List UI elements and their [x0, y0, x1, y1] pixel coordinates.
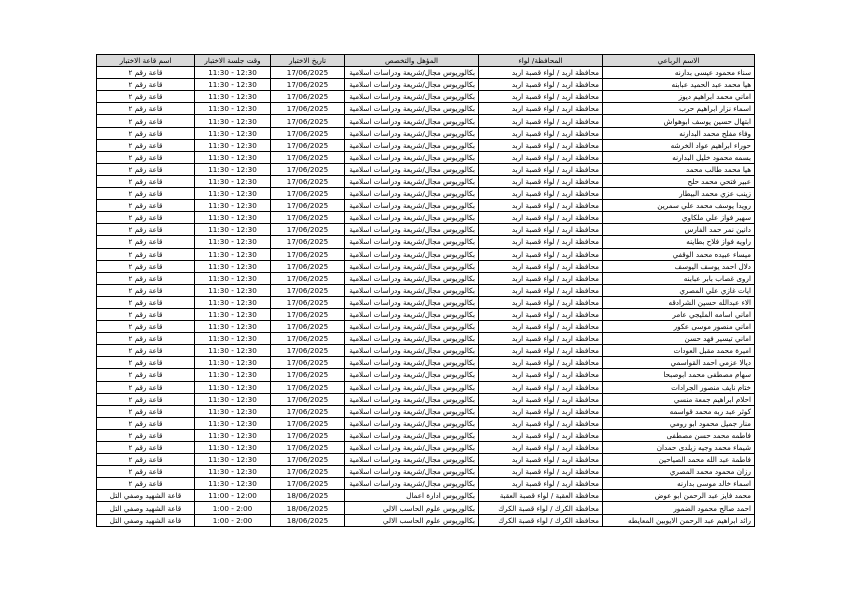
cell-time: 11:30 - 12:30: [195, 429, 271, 441]
cell-hall: قاعة رقم ٢: [97, 357, 195, 369]
table-row: [97, 260, 755, 272]
cell-hall: قاعة رقم ٢: [97, 405, 195, 417]
cell-governorate: محافظة اربد / لواء قصبة اربد: [479, 212, 603, 224]
cell-time: 11:30 - 12:30: [195, 296, 271, 308]
cell-date: 17/06/2025: [271, 91, 345, 103]
cell-time: 11:30 - 12:30: [195, 151, 271, 163]
cell-governorate: محافظة اربد / لواء قصبة اربد: [479, 296, 603, 308]
cell-governorate: محافظة العقبة / لواء قصبة العقبة: [479, 490, 603, 502]
cell-hall: قاعة رقم ٢: [97, 67, 195, 79]
cell-date: 18/06/2025: [271, 490, 345, 502]
table-row: [97, 369, 755, 381]
cell-time: 11:30 - 12:30: [195, 200, 271, 212]
cell-date: 17/06/2025: [271, 417, 345, 429]
cell-governorate: محافظة اربد / لواء قصبة اربد: [479, 115, 603, 127]
cell-qualification: بكالوريوس علوم الحاسب الالي: [345, 502, 479, 514]
table-row: [97, 333, 755, 345]
cell-governorate: محافظة اربد / لواء قصبة اربد: [479, 466, 603, 478]
cell-name: فاطمة عبد الله محمد الصياحين: [603, 454, 755, 466]
cell-name: دانين نمر حمد الفارس: [603, 224, 755, 236]
table-row: [97, 115, 755, 127]
cell-qualification: بكالوريوس مجال/شريعة ودراسات اسلامية: [345, 466, 479, 478]
cell-date: 17/06/2025: [271, 369, 345, 381]
cell-name: ديالا عزمي احمد القواسمي: [603, 357, 755, 369]
cell-qualification: بكالوريوس مجال/شريعة ودراسات اسلامية: [345, 284, 479, 296]
cell-time: 11:30 - 12:30: [195, 308, 271, 320]
header-qualification: المؤهل والتخصص: [345, 55, 479, 67]
table-row: [97, 466, 755, 478]
cell-governorate: محافظة اربد / لواء قصبة اربد: [479, 369, 603, 381]
cell-governorate: محافظة اربد / لواء قصبة اربد: [479, 357, 603, 369]
cell-time: 11:30 - 12:30: [195, 393, 271, 405]
table-row: [97, 139, 755, 151]
cell-hall: قاعة رقم ٢: [97, 321, 195, 333]
cell-hall: قاعة رقم ٢: [97, 333, 195, 345]
cell-qualification: بكالوريوس مجال/شريعة ودراسات اسلامية: [345, 224, 479, 236]
cell-name: اماني اسامه المليجي عامر: [603, 308, 755, 320]
cell-hall: قاعة رقم ٢: [97, 91, 195, 103]
cell-qualification: بكالوريوس مجال/شريعة ودراسات اسلامية: [345, 236, 479, 248]
cell-name: هيا محمد عبد الحميد عبابنه: [603, 79, 755, 91]
cell-date: 18/06/2025: [271, 514, 345, 526]
cell-time: 11:30 - 12:30: [195, 236, 271, 248]
cell-qualification: بكالوريوس مجال/شريعة ودراسات اسلامية: [345, 248, 479, 260]
cell-hall: قاعة رقم ٢: [97, 163, 195, 175]
header-name: الاسم الرباعي: [603, 55, 755, 67]
cell-qualification: بكالوريوس مجال/شريعة ودراسات اسلامية: [345, 103, 479, 115]
cell-qualification: بكالوريوس مجال/شريعة ودراسات اسلامية: [345, 272, 479, 284]
cell-qualification: بكالوريوس ادارة اعمال: [345, 490, 479, 502]
cell-qualification: بكالوريوس مجال/شريعة ودراسات اسلامية: [345, 91, 479, 103]
cell-time: 11:30 - 12:30: [195, 224, 271, 236]
table-row: [97, 393, 755, 405]
cell-governorate: محافظة اربد / لواء قصبة اربد: [479, 345, 603, 357]
cell-name: اماني منصور موسى عكور: [603, 321, 755, 333]
cell-time: 11:30 - 12:30: [195, 115, 271, 127]
cell-date: 17/06/2025: [271, 321, 345, 333]
table-row: [97, 248, 755, 260]
cell-hall: قاعة رقم ٢: [97, 345, 195, 357]
cell-time: 11:00 - 12:00: [195, 490, 271, 502]
cell-governorate: محافظة الكرك / لواء قصبة الكرك: [479, 502, 603, 514]
cell-qualification: بكالوريوس مجال/شريعة ودراسات اسلامية: [345, 381, 479, 393]
cell-name: اروى غصاب بابر عبابنه: [603, 272, 755, 284]
cell-qualification: بكالوريوس مجال/شريعة ودراسات اسلامية: [345, 417, 479, 429]
cell-governorate: محافظة اربد / لواء قصبة اربد: [479, 200, 603, 212]
cell-governorate: محافظة اربد / لواء قصبة اربد: [479, 321, 603, 333]
cell-time: 11:30 - 12:30: [195, 345, 271, 357]
cell-hall: قاعة رقم ٢: [97, 429, 195, 441]
table-row: [97, 163, 755, 175]
cell-hall: قاعة رقم ٢: [97, 188, 195, 200]
table-row: [97, 127, 755, 139]
table-row: [97, 224, 755, 236]
cell-hall: قاعة رقم ٢: [97, 212, 195, 224]
header-row: [97, 55, 755, 67]
cell-governorate: محافظة اربد / لواء قصبة اربد: [479, 224, 603, 236]
cell-name: فاطمه محمد حسن مصطفى: [603, 429, 755, 441]
cell-qualification: بكالوريوس مجال/شريعة ودراسات اسلامية: [345, 212, 479, 224]
cell-governorate: محافظة اربد / لواء قصبة اربد: [479, 260, 603, 272]
cell-qualification: بكالوريوس مجال/شريعة ودراسات اسلامية: [345, 333, 479, 345]
cell-governorate: محافظة اربد / لواء قصبة اربد: [479, 103, 603, 115]
cell-hall: قاعة رقم ٢: [97, 454, 195, 466]
cell-time: 11:30 - 12:30: [195, 284, 271, 296]
cell-time: 1:00 - 2:00: [195, 514, 271, 526]
cell-name: راويه فواز فلاح بطاينه: [603, 236, 755, 248]
cell-time: 11:30 - 12:30: [195, 139, 271, 151]
cell-time: 11:30 - 12:30: [195, 381, 271, 393]
cell-time: 11:30 - 12:30: [195, 454, 271, 466]
cell-hall: قاعة رقم ٢: [97, 236, 195, 248]
cell-time: 11:30 - 12:30: [195, 163, 271, 175]
cell-date: 17/06/2025: [271, 175, 345, 187]
cell-qualification: بكالوريوس مجال/شريعة ودراسات اسلامية: [345, 200, 479, 212]
cell-date: 17/06/2025: [271, 381, 345, 393]
cell-hall: قاعة رقم ٢: [97, 115, 195, 127]
cell-time: 11:30 - 12:30: [195, 127, 271, 139]
cell-time: 1:00 - 2:00: [195, 502, 271, 514]
cell-date: 17/06/2025: [271, 308, 345, 320]
cell-date: 17/06/2025: [271, 345, 345, 357]
cell-name: حوراء ابراهيم عواد الخرشه: [603, 139, 755, 151]
table-row: [97, 79, 755, 91]
cell-time: 11:30 - 12:30: [195, 175, 271, 187]
table-row: [97, 490, 755, 502]
cell-hall: قاعة رقم ٢: [97, 308, 195, 320]
cell-name: هيا محمد طالب محمد: [603, 163, 755, 175]
cell-name: شيماء محمد وجيه زيلدى حمدان: [603, 442, 755, 454]
cell-governorate: محافظة اربد / لواء قصبة اربد: [479, 272, 603, 284]
cell-governorate: محافظة اربد / لواء قصبة اربد: [479, 139, 603, 151]
cell-date: 17/06/2025: [271, 393, 345, 405]
cell-hall: قاعة رقم ٢: [97, 127, 195, 139]
cell-qualification: بكالوريوس مجال/شريعة ودراسات اسلامية: [345, 345, 479, 357]
table-row: [97, 200, 755, 212]
cell-name: عبير فتحي محمد حلح: [603, 175, 755, 187]
cell-hall: قاعة الشهيد وصفي التل: [97, 514, 195, 526]
cell-governorate: محافظة اربد / لواء قصبة اربد: [479, 308, 603, 320]
table-row: [97, 478, 755, 490]
cell-qualification: بكالوريوس مجال/شريعة ودراسات اسلامية: [345, 321, 479, 333]
cell-date: 17/06/2025: [271, 200, 345, 212]
cell-name: زينب عزي محمد البيطار: [603, 188, 755, 200]
cell-governorate: محافظة اربد / لواء قصبة اربد: [479, 393, 603, 405]
table-row: [97, 284, 755, 296]
cell-governorate: محافظة اربد / لواء قصبة اربد: [479, 381, 603, 393]
cell-qualification: بكالوريوس مجال/شريعة ودراسات اسلامية: [345, 369, 479, 381]
cell-governorate: محافظة اربد / لواء قصبة اربد: [479, 248, 603, 260]
cell-time: 11:30 - 12:30: [195, 79, 271, 91]
cell-date: 17/06/2025: [271, 115, 345, 127]
cell-date: 17/06/2025: [271, 284, 345, 296]
cell-name: سهام مصطفى محمد ابوصبحا: [603, 369, 755, 381]
cell-time: 11:30 - 12:30: [195, 67, 271, 79]
table-row: [97, 357, 755, 369]
table-row: [97, 442, 755, 454]
cell-date: 17/06/2025: [271, 466, 345, 478]
cell-name: سناء محمود عيسى بدارنه: [603, 67, 755, 79]
table-row: [97, 308, 755, 320]
cell-qualification: بكالوريوس مجال/شريعة ودراسات اسلامية: [345, 478, 479, 490]
cell-time: 11:30 - 12:30: [195, 272, 271, 284]
table-row: [97, 405, 755, 417]
cell-qualification: بكالوريوس مجال/شريعة ودراسات اسلامية: [345, 188, 479, 200]
cell-qualification: بكالوريوس علوم الحاسب الالي: [345, 514, 479, 526]
cell-qualification: بكالوريوس مجال/شريعة ودراسات اسلامية: [345, 308, 479, 320]
cell-hall: قاعة الشهيد وصفي التل: [97, 502, 195, 514]
cell-name: منار جميل محمود ابو رومي: [603, 417, 755, 429]
cell-time: 11:30 - 12:30: [195, 103, 271, 115]
table-row: [97, 321, 755, 333]
cell-name: احمد صالح محمود الضمور: [603, 502, 755, 514]
cell-qualification: بكالوريوس مجال/شريعة ودراسات اسلامية: [345, 115, 479, 127]
cell-governorate: محافظة اربد / لواء قصبة اربد: [479, 79, 603, 91]
cell-governorate: محافظة اربد / لواء قصبة اربد: [479, 478, 603, 490]
cell-hall: قاعة رقم ٢: [97, 442, 195, 454]
cell-hall: قاعة رقم ٢: [97, 79, 195, 91]
cell-hall: قاعة رقم ٢: [97, 466, 195, 478]
cell-hall: قاعة رقم ٢: [97, 103, 195, 115]
cell-time: 11:30 - 12:30: [195, 369, 271, 381]
cell-name: اماني محمد ابراهيم ديوز: [603, 91, 755, 103]
cell-date: 17/06/2025: [271, 333, 345, 345]
cell-qualification: بكالوريوس مجال/شريعة ودراسات اسلامية: [345, 163, 479, 175]
cell-time: 11:30 - 12:30: [195, 478, 271, 490]
cell-hall: قاعة رقم ٢: [97, 381, 195, 393]
cell-time: 11:30 - 12:30: [195, 442, 271, 454]
cell-date: 17/06/2025: [271, 454, 345, 466]
cell-governorate: محافظة اربد / لواء قصبة اربد: [479, 333, 603, 345]
cell-governorate: محافظة اربد / لواء قصبة اربد: [479, 91, 603, 103]
cell-date: 17/06/2025: [271, 163, 345, 175]
table-row: [97, 296, 755, 308]
cell-governorate: محافظة الكرك / لواء قصبة الكرك: [479, 514, 603, 526]
cell-name: اميرة محمد مقبل العودات: [603, 345, 755, 357]
cell-hall: قاعة الشهيد وصفي التل: [97, 490, 195, 502]
cell-time: 11:30 - 12:30: [195, 333, 271, 345]
cell-date: 17/06/2025: [271, 478, 345, 490]
cell-name: اسماء نزار ابراهيم حرب: [603, 103, 755, 115]
cell-governorate: محافظة اربد / لواء قصبة اربد: [479, 151, 603, 163]
cell-hall: قاعة رقم ٢: [97, 393, 195, 405]
cell-hall: قاعة رقم ٢: [97, 417, 195, 429]
cell-name: محمد فايز عبد الرحمن ابو عوض: [603, 490, 755, 502]
cell-qualification: بكالوريوس مجال/شريعة ودراسات اسلامية: [345, 127, 479, 139]
header-hall: اسم قاعة الاختبار: [97, 55, 195, 67]
cell-hall: قاعة رقم ٢: [97, 260, 195, 272]
cell-qualification: بكالوريوس مجال/شريعة ودراسات اسلامية: [345, 67, 479, 79]
cell-name: دلال احمد يوسف اليوسف: [603, 260, 755, 272]
cell-date: 17/06/2025: [271, 260, 345, 272]
cell-time: 11:30 - 12:30: [195, 405, 271, 417]
table-row: [97, 175, 755, 187]
cell-date: 17/06/2025: [271, 405, 345, 417]
table-row: [97, 67, 755, 79]
cell-governorate: محافظة اربد / لواء قصبة اربد: [479, 188, 603, 200]
table-body: [97, 67, 755, 527]
cell-name: كوثر عبد ربه محمد قواسمه: [603, 405, 755, 417]
cell-name: رائد ابراهيم عبد الرحمن الايوبين المعايطه: [603, 514, 755, 526]
cell-qualification: بكالوريوس مجال/شريعة ودراسات اسلامية: [345, 405, 479, 417]
exam-schedule-sheet: [96, 54, 754, 527]
cell-name: سهير فواز علي ملكاوي: [603, 212, 755, 224]
cell-name: اماني تيسير فهد حسن: [603, 333, 755, 345]
cell-date: 17/06/2025: [271, 296, 345, 308]
cell-date: 17/06/2025: [271, 357, 345, 369]
cell-time: 11:30 - 12:30: [195, 417, 271, 429]
table-row: [97, 417, 755, 429]
table-row: [97, 103, 755, 115]
cell-date: 17/06/2025: [271, 272, 345, 284]
table-row: [97, 151, 755, 163]
cell-qualification: بكالوريوس مجال/شريعة ودراسات اسلامية: [345, 442, 479, 454]
cell-governorate: محافظة اربد / لواء قصبة اربد: [479, 429, 603, 441]
table-row: [97, 454, 755, 466]
cell-governorate: محافظة اربد / لواء قصبة اربد: [479, 236, 603, 248]
cell-time: 11:30 - 12:30: [195, 357, 271, 369]
table-row: [97, 272, 755, 284]
cell-hall: قاعة رقم ٢: [97, 200, 195, 212]
cell-hall: قاعة رقم ٢: [97, 478, 195, 490]
table-row: [97, 429, 755, 441]
cell-time: 11:30 - 12:30: [195, 212, 271, 224]
cell-name: الاء عبدالله حسين الشرادقه: [603, 296, 755, 308]
cell-qualification: بكالوريوس مجال/شريعة ودراسات اسلامية: [345, 429, 479, 441]
cell-time: 11:30 - 12:30: [195, 466, 271, 478]
cell-name: رويدا يوسف محمد علي سمرين: [603, 200, 755, 212]
cell-date: 18/06/2025: [271, 502, 345, 514]
cell-qualification: بكالوريوس مجال/شريعة ودراسات اسلامية: [345, 175, 479, 187]
cell-name: وفاء مفلح محمد البدارنه: [603, 127, 755, 139]
header-governorate: المحافظة/ لواء: [479, 55, 603, 67]
header-date: تاريخ الاختبار: [271, 55, 345, 67]
cell-qualification: بكالوريوس مجال/شريعة ودراسات اسلامية: [345, 139, 479, 151]
table-row: [97, 188, 755, 200]
cell-hall: قاعة رقم ٢: [97, 296, 195, 308]
cell-name: رزان محمود محمد المصري: [603, 466, 755, 478]
cell-date: 17/06/2025: [271, 151, 345, 163]
cell-hall: قاعة رقم ٢: [97, 175, 195, 187]
table-row: [97, 212, 755, 224]
cell-time: 11:30 - 12:30: [195, 91, 271, 103]
cell-governorate: محافظة اربد / لواء قصبة اربد: [479, 67, 603, 79]
cell-hall: قاعة رقم ٢: [97, 284, 195, 296]
cell-qualification: بكالوريوس مجال/شريعة ودراسات اسلامية: [345, 393, 479, 405]
cell-time: 11:30 - 12:30: [195, 248, 271, 260]
cell-governorate: محافظة اربد / لواء قصبة اربد: [479, 127, 603, 139]
cell-name: ميساء عبيده محمد الوقفي: [603, 248, 755, 260]
table-row: [97, 381, 755, 393]
cell-date: 17/06/2025: [271, 442, 345, 454]
cell-governorate: محافظة اربد / لواء قصبة اربد: [479, 175, 603, 187]
cell-hall: قاعة رقم ٢: [97, 248, 195, 260]
cell-date: 17/06/2025: [271, 188, 345, 200]
cell-date: 17/06/2025: [271, 248, 345, 260]
cell-date: 17/06/2025: [271, 127, 345, 139]
cell-time: 11:30 - 12:30: [195, 321, 271, 333]
cell-qualification: بكالوريوس مجال/شريعة ودراسات اسلامية: [345, 357, 479, 369]
cell-time: 11:30 - 12:30: [195, 260, 271, 272]
cell-qualification: بكالوريوس مجال/شريعة ودراسات اسلامية: [345, 296, 479, 308]
cell-name: بسمه محمود خليل البدارنه: [603, 151, 755, 163]
table-row: [97, 514, 755, 526]
cell-date: 17/06/2025: [271, 429, 345, 441]
cell-qualification: بكالوريوس مجال/شريعة ودراسات اسلامية: [345, 260, 479, 272]
cell-hall: قاعة رقم ٢: [97, 151, 195, 163]
cell-governorate: محافظة اربد / لواء قصبة اربد: [479, 405, 603, 417]
cell-governorate: محافظة اربد / لواء قصبة اربد: [479, 163, 603, 175]
cell-date: 17/06/2025: [271, 212, 345, 224]
cell-hall: قاعة رقم ٢: [97, 224, 195, 236]
cell-date: 17/06/2025: [271, 236, 345, 248]
table-row: [97, 502, 755, 514]
cell-hall: قاعة رقم ٢: [97, 369, 195, 381]
cell-date: 17/06/2025: [271, 224, 345, 236]
cell-governorate: محافظة اربد / لواء قصبة اربد: [479, 454, 603, 466]
cell-qualification: بكالوريوس مجال/شريعة ودراسات اسلامية: [345, 79, 479, 91]
cell-qualification: بكالوريوس مجال/شريعة ودراسات اسلامية: [345, 151, 479, 163]
cell-name: ابتهال حسين يوسف ابوهواش: [603, 115, 755, 127]
cell-date: 17/06/2025: [271, 103, 345, 115]
cell-governorate: محافظة اربد / لواء قصبة اربد: [479, 442, 603, 454]
cell-hall: قاعة رقم ٢: [97, 272, 195, 284]
exam-schedule-table: [96, 54, 755, 527]
cell-hall: قاعة رقم ٢: [97, 139, 195, 151]
table-row: [97, 236, 755, 248]
cell-governorate: محافظة اربد / لواء قصبة اربد: [479, 284, 603, 296]
cell-governorate: محافظة اربد / لواء قصبة اربد: [479, 417, 603, 429]
cell-date: 17/06/2025: [271, 67, 345, 79]
cell-name: احلام ابراهيم جمعة منسي: [603, 393, 755, 405]
cell-name: ايات غازي علي المصري: [603, 284, 755, 296]
table-row: [97, 91, 755, 103]
cell-date: 17/06/2025: [271, 79, 345, 91]
table-row: [97, 345, 755, 357]
header-time: وقت جلسة الاختبار: [195, 55, 271, 67]
cell-name: ختام نايف منصور الجرادات: [603, 381, 755, 393]
cell-date: 17/06/2025: [271, 139, 345, 151]
cell-time: 11:30 - 12:30: [195, 188, 271, 200]
cell-name: اسماء خالد موسى بدارنه: [603, 478, 755, 490]
cell-qualification: بكالوريوس مجال/شريعة ودراسات اسلامية: [345, 454, 479, 466]
